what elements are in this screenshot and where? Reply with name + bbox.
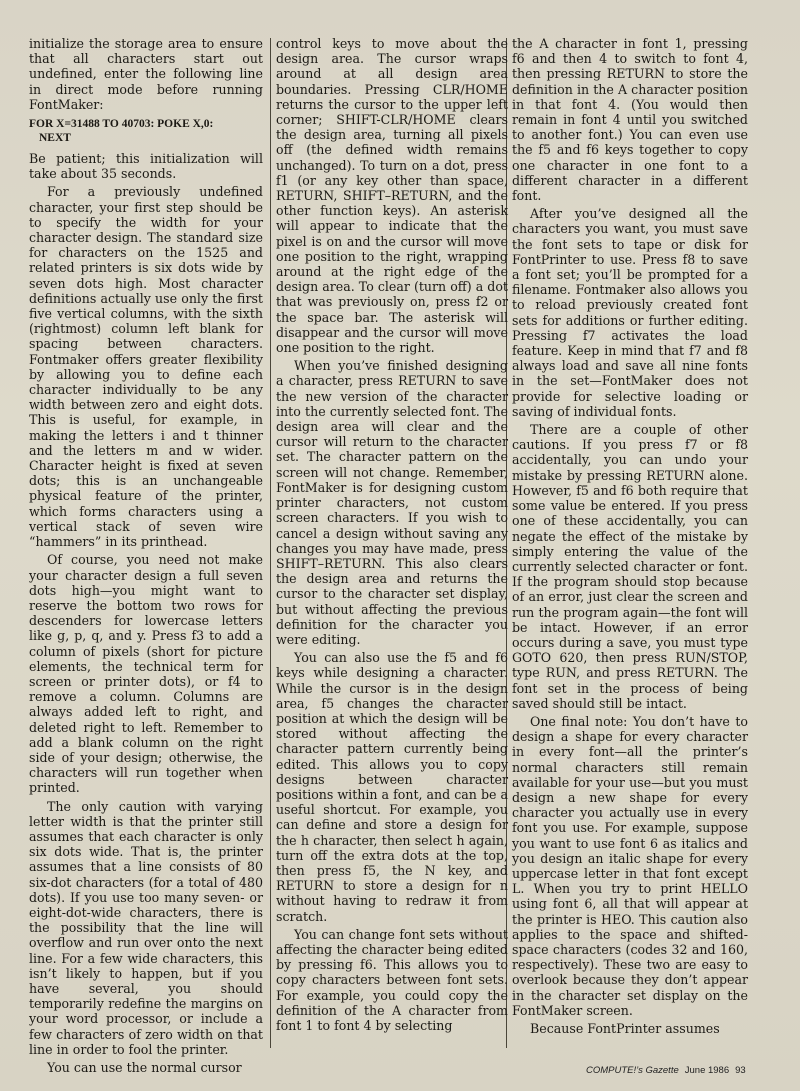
paragraph: Be patient; this initialization will take about 35 seconds. [29,151,263,182]
code-line: NEXT [39,132,71,145]
column-2 [276,36,508,1033]
paragraph: You can change font sets without affecting the character being edited by pressing f6. This allows you to copy characters between font sets. For example, you could copy the definition of the A character from font 1 to font 4 by selecting [276,926,508,1033]
code-listing [29,117,263,145]
paragraph: Of course, you need not make your character design a full seven dots high—you might want to reserve the bottom two rows for descenders for lowercase letters like g, p, q, and y. Press f3 to add a column of pixels (short for picture elements, the technical term for screen or printer dots), or f4 to remove a column. Columns are always added left to right, and deleted right to left. Remember to add a blank column on the right side of your design; otherwise, the characters will run together when printed. [29,552,263,796]
paragraph: You can use the normal cursor [47,1060,242,1075]
code-line: FOR X=31488 TO 40703: POKE X,0: [29,118,214,131]
paragraph: For a previously undefined character, your first step should be to specify the width for your character design. The standard size for characters on the 1525 and related printers is six dots wide by seven dots high. Most character definitions actually use only the first five vertical columns, with the sixth (rightmost) column left blank for spacing between characters. Fontmaker offers greater flexibility by allowing you to define each character individually to be any width between zero and eight dots. This is useful, for example, in making the letters i and t thinner and the letters m and w wider. Character height is fixed at seven dots; this is an unchangeable physical feature of the printer, which forms characters using a vertical stack of seven wire “hammers” in its printhead. [29,184,263,550]
column-3 [512,36,748,1036]
paragraph: When you’ve finished designing a character, press RETURN to save the new version of the character into the currently selected font. The design area will clear and the cursor will return to the character set. The character pattern on the screen will not change. Remember, FontMaker is for designing custom printer characters, not custom screen characters. If you wish to cancel a design without saving any changes you may have made, press SHIFT–RETURN. This also clears the design area and returns the cursor to the character set display, but without affecting the previous definition for the character you were editing. [276,358,508,647]
column-1 [29,36,263,1075]
paragraph: The only caution with varying letter width is that the printer still assumes that each character is only six dots wide. That is, the printer assumes that a line consists of 80 six-dot characters (for a total of 480 dots). If you use too many seven- or eight-dot-wide characters, there is the possibility that the line will overflow and run over onto the next line. For a few wide characters, this isn’t likely to happen, but if you have several, you should temporarily redefine the margins on your word processor, or include a few characters of zero width on that line in order to fool the printer. [29,798,263,1057]
paragraph: the A character in font 1, pressing f6 and then 4 to switch to font 4, then pressing RETURN to store the definition in the A character position in that font 4. (You would then remain in font 4 until you switched to another font.) You can even use the f5 and f6 keys together to copy one character in one font to a different character in a different font. [512,36,748,204]
issue-date: June 1986 [684,1065,730,1076]
page-number: 93 [735,1065,746,1076]
paragraph: One final note: You don’t have to design a shape for every character in every font—all the printer’s normal characters still remain available for your use—but you must design a new shape for every character you actually use in every font you use. For example, suppose you want to use font 6 as italics and you design an italic shape for every uppercase letter in that font except L. When you try to print HELLO using font 6, all that will appear at the printer is HEO. This caution also applies to the space and shifted-space characters (codes 32 and 160, respectively). These two are easy to overlook because they don’t appear in the character set display on the FontMaker screen. [512,713,748,1018]
paragraph: control keys to move about the design area. The cursor wraps around at all design area boundaries. Pressing CLR/HOME returns the cursor to the upper left corner; SHIFT-CLR/HOME clears the design area, turning all pixels off (the defined width remains unchanged). To turn on a dot, press f1 (or any key other than space, RETURN, SHIFT–RETURN, and the other function keys). An asterisk will appear to indicate that the pixel is on and the cursor will move one position to the right, wrapping around at the right edge of the design area. To clear (turn off) a dot that was previously on, press f2 or the space bar. The asterisk will disappear and the cursor will move one position to the right. [276,36,508,356]
paragraph: After you’ve designed all the characters you want, you must save the font sets to tape or disk for FontPrinter to use. Press f8 to save a font set; you’ll be prompted for a filename. Fontmaker also allows you to reload previously created font sets for additions or further editing. Pressing f7 activates the load feature. Keep in mind that f7 and f8 always load and save all nine fonts in the set—FontMaker does not provide for selective loading or saving of individual fonts. [512,206,748,419]
paragraph: There are a couple of other cautions. If you press f7 or f8 accidentally, you can undo your mistake by pressing RETURN alone. However, f5 and f6 both require that some value be entered. If you press one of these accidentally, you can negate the effect of the mistake by simply entering the value of the currently selected character or font. If the program should stop because of an error, just clear the screen and run the program again—the font will be intact. However, if an error occurs during a save, you must type GOTO 620, then press RUN/STOP, type RUN, and press RETURN. The font set in the process of being saved should still be intact. [512,422,748,711]
paragraph: initialize the storage area to ensure that all characters start out undefined, enter the following line in direct mode before running FontMaker: [29,36,263,112]
magazine-name: COMPUTE!’s Gazette [586,1065,679,1076]
page-footer [586,1065,746,1076]
column-divider [270,38,271,1048]
paragraph: Because FontPrinter assumes [530,1021,720,1036]
paragraph: You can also use the f5 and f6 keys while designing a character. While the cursor is in the design area, f5 changes the character position at which the design will be stored without affecting the character pattern currently being edited. This allows you to copy designs between character positions within a font, and can be a useful shortcut. For example, you can define and store a design for the h character, then select h again, turn off the extra dots at the top, then press f5, the N key, and RETURN to store a design for n without having to redraw it from scratch. [276,650,508,924]
